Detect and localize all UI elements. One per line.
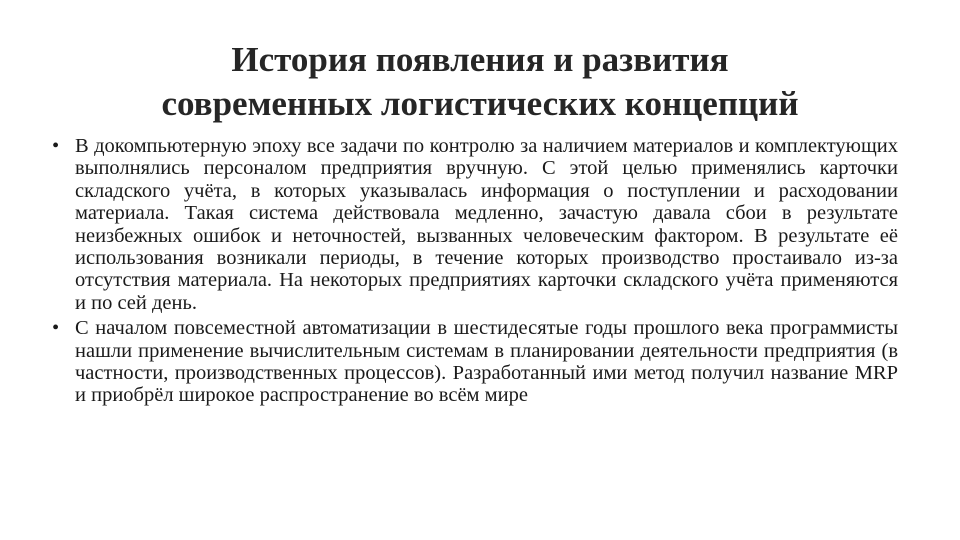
bullet-icon: • [52,135,60,157]
slide-title-line-2: современных логистических концепций [161,84,799,123]
slide-title-line-1: История появления и развития [231,40,729,79]
bullet-text-2: С началом повсеместной автоматизации в шестидесятые годы прошлого века программисты нашли применение вычислительным системам в планировании деятельности предприятия (в частности, производственных процессов). Разработанный ими метод получил название MRP и приобрёл широкое распространение во всём мире [75,317,898,407]
bullet-icon: • [52,317,60,340]
slide-title [0,38,960,126]
bullet-text-1: В докомпьютерную эпоху все задачи по контролю за наличием материалов и комплектующих выполнялись персоналом предприятия вручную. С этой целью применялись карточки складского учёта, в которых указывалась информация о поступлении и расходовании материала. Такая система действовала медленно, зачастую давала сбои в результате неизбежных ошибок и неточностей, вызванных человеческим фактором. В результате её использования возникали периоды, в течение которых производство простаивало из-за отсутствия материала. На некоторых предприятиях карточки складского учёта применяются и по сей день. [75,135,898,314]
bullet-item-2 [52,317,898,407]
bullet-list [52,135,898,407]
bullet-item-1 [52,135,898,314]
